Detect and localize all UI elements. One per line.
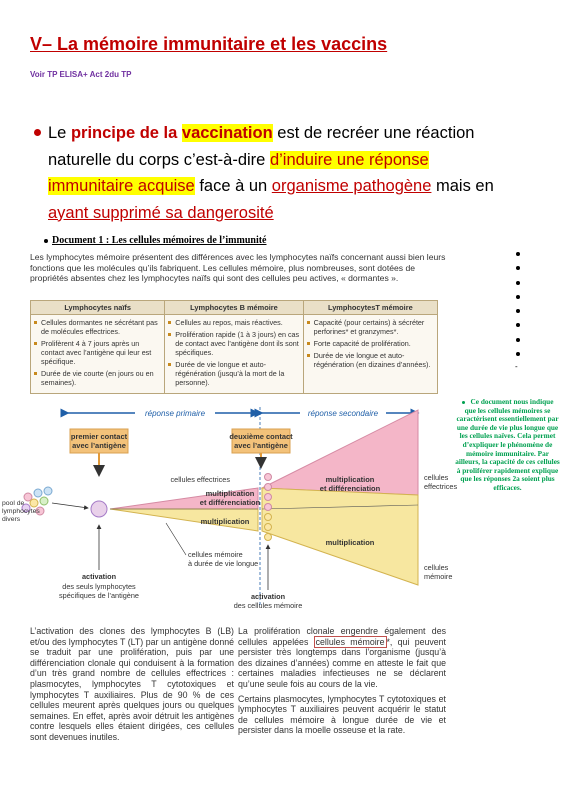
first-contact-label: premier contact [70,432,128,441]
multiplication-label: multiplication [200,517,250,526]
bullet-icon [516,252,520,256]
list-item: Prolifération rapide (1 à 3 jours) en cas de contact avec l’antigène dont ils sont spécifiques. [168,330,299,357]
activation-label: activation [250,592,286,601]
side-dash: - [515,362,518,371]
bullet-icon [516,295,520,299]
multiplication-label: multiplication [325,475,375,484]
table-header: Lymphocytes B mémoire [165,301,303,315]
list-item: Durée de vie longue et auto-régénération (en dizaines d’années). [307,351,434,369]
memory-cells-label: à durée de vie longue [188,559,259,568]
section-numeral: V [30,34,43,54]
table-cell [165,315,303,394]
memory-cells-label: cellules [424,563,449,572]
bullet-icon [516,281,520,285]
activated-cell-icon [91,501,107,517]
document-title: Document 1 : Les cellules mémoires de l’immunité [52,235,267,246]
lymphocyte-comparison-table [30,300,438,394]
first-contact-label: avec l’antigène [72,441,126,450]
pathogen-underlined: organisme pathogène [271,177,432,195]
table-row [31,315,438,394]
immune-response-diagram [0,405,458,620]
activation-label: des cellules mémoire [233,601,303,610]
effector-cells-label: effectrices [424,482,458,491]
danger-removed-underlined: ayant supprimé sa dangerosité [48,203,274,222]
tp-reference: Voir TP ELISA+ Act 2du TP [30,70,132,79]
pool-label: lymphocytes [2,508,40,515]
section-title-text: – La mémoire immunitaire et les vaccins [42,34,388,54]
bullet-icon [516,309,520,313]
table-header: LymphocytesT mémoire [303,301,437,315]
list-item: Forte capacité de prolifération. [307,339,434,348]
differentiation-label: et différenciation [319,484,381,493]
bullet-icon [462,401,465,404]
list-item: Capacité (pour certains) à sécréter perforines* et granzymes*. [307,318,434,336]
list-item: Durée de vie longue et auto-régénération (jusqu’à la mort de la personne). [168,360,299,387]
second-contact-label: avec l’antigène [234,441,288,450]
secondary-memory-wedge [262,488,418,585]
effector-cells-label: cellules effectrices [170,475,230,484]
activation-label: activation [81,572,117,581]
bullet-icon [34,129,41,136]
bullet-icon [516,352,520,356]
differentiation-label: et différenciation [199,498,261,507]
bullet-icon [516,266,520,270]
paragraph-text: *, qui peuvent persister très longtemps dans l’organisme (jusqu’à des dizaines d’années) comme en atteste le fait que certaines maladies infectieuses ne se déclarent qu’une seule fois au cours de la vie. [238,636,446,689]
immune-response-highlight: d’induire une réponse immunitaire acquise [48,150,429,195]
list-item: Cellules dormantes ne sécrétant pas de molécules effectrices. [34,318,161,336]
principle-text: mais en [431,177,494,195]
list-item: Cellules au repos, mais réactives. [168,318,299,327]
principle-keyword: principe de la [70,124,182,142]
student-comment [455,398,560,493]
multiplication-label: multiplication [205,489,255,498]
bullet-icon [516,338,520,342]
effector-cells-label: cellules [424,473,449,482]
bullet-icon [516,323,520,327]
vaccination-keyword: vaccination [181,124,273,142]
vaccination-principle [48,120,518,226]
activation-arrow [52,503,88,508]
activation-label: spécifiques de l’antigène [59,591,139,600]
principle-text: face à un [194,177,272,195]
list-item: Prolifèrent 4 à 7 jours après un contact avec l’antigène qui leur est spécifique. [34,339,161,366]
principle-text: Le [48,124,71,142]
bullet-icon [44,239,48,243]
paragraph-text: La prolifération clonale engendre également des cellules appelées [238,626,446,647]
document-intro: Les lymphocytes mémoire présentent des différences avec les lymphocytes naïfs concernant aussi bien leurs fonctions que les molécules qu’ils fabriquent. Les cellules mémoire, plus nombreuses, sont dotées de propriétés absentes chez les lymphocytes naïfs qui sont des cellules peu actives, « dormantes ». [30,252,446,284]
table-cell [31,315,165,394]
memory-paragraph-2: Certains plasmocytes, lymphocytes T cytotoxiques et lymphocytes T auxiliaires peuvent acquérir le statut de cellules mémoire à longue durée de vie et persister dans la moelle osseuse et la rate. [238,693,446,736]
effector-paragraph: L’activation des clones des lymphocytes B (LB) et/ou des lymphocytes T (LT) par un antigène donné se traduit par une prolifération, puis par une différenciation clonale qui conduisent à la formation d’un très grand nombre de cellules effectrices : plasmocytes, lymphocytes T cytotoxiques et lymphocytes T auxiliaires. Plus de 90 % de ces cellules meurent après quelques jours ou quelques semaines. En effet, après avoir détruit les antigènes contre lesquels elles étaient dirigées, ces cellules sont devenues inutiles. [30,626,234,742]
memory-cells-label: mémoire [424,572,453,581]
memory-cells-keyword: cellules mémoire [315,636,385,647]
memory-paragraph-1 [238,626,446,690]
empty-bullet-list [516,252,520,366]
list-item: Durée de vie courte (en jours ou en semaines). [34,369,161,387]
pool-label: pool de [2,500,25,507]
memory-paragraph [238,626,446,736]
table-cell [303,315,437,394]
primary-response-label: réponse primaire [144,409,206,418]
pool-label: divers [2,516,21,523]
section-title [30,34,387,55]
secondary-response-label: réponse secondaire [307,409,379,418]
table-header: Lymphocytes naïfs [31,301,165,315]
label-leader-line [166,523,186,555]
activation-label: des seuls lymphocytes [62,582,136,591]
second-contact-label: deuxième contact [229,432,293,441]
multiplication-label: multiplication [325,538,375,547]
principle-text: est de recréer une réaction naturelle du corps c’est-à-dire [48,124,475,169]
comment-text: Ce document nous indique que les cellules mémoires se caractérisent essentiellement par une durée de vie plus longue que les cellules naïves. Cela permet d’expliquer le phénomène de mémoire immunitaire. Par ailleurs, la capacité de ces cellules à proliférer rapidement explique que les réponses 2a soient plus efficaces. [455,397,560,492]
memory-cells-label: cellules mémoire [188,550,243,559]
